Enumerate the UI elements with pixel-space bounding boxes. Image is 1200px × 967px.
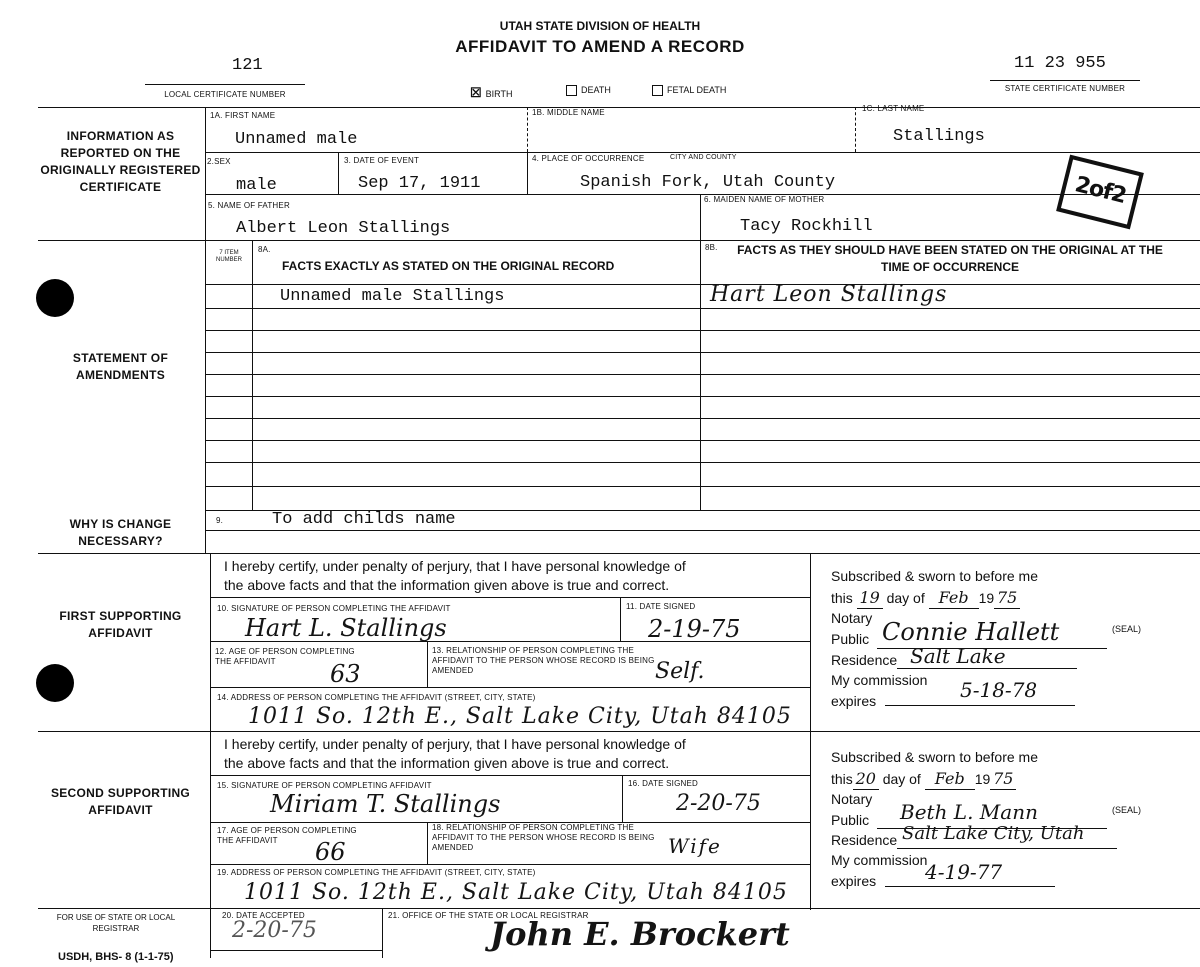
second-commission-label: My commission <box>831 852 928 868</box>
first-expires-label: expires <box>831 693 877 709</box>
first-address-value: 1011 So. 12th E., Salt Lake City, Utah 84105 <box>248 704 792 729</box>
punch-hole <box>36 279 74 317</box>
record-type-fetal-death[interactable]: FETAL DEATH <box>652 85 726 96</box>
record-type-birth[interactable]: ☒ BIRTH <box>470 85 513 100</box>
first-name-label: 1A. FIRST NAME <box>210 111 276 120</box>
first-signature-label: 10. SIGNATURE OF PERSON COMPLETING THE AFFIDAVIT <box>217 604 451 613</box>
second-signature-label: 15. SIGNATURE OF PERSON COMPLETING AFFIDAVIT <box>217 781 432 790</box>
date-of-event-label: 3. DATE OF EVENT <box>344 156 420 165</box>
punch-hole <box>36 664 74 702</box>
registrar-signature: John E. Brockert <box>490 915 790 953</box>
first-seal-label: (SEAL) <box>1112 624 1142 634</box>
item-number-label: 7 ITEM NUMBER <box>215 250 242 263</box>
first-name-value: Unnamed male <box>235 130 358 149</box>
first-relationship-value: Self. <box>655 659 705 684</box>
checkbox-icon <box>566 85 577 96</box>
first-notary-label: Notary <box>831 610 873 626</box>
first-affidavit-section-label: FIRST SUPPORTING AFFIDAVIT <box>59 609 182 640</box>
place-sublabel: CITY AND COUNTY <box>670 154 737 161</box>
local-cert-label: LOCAL CERTIFICATE NUMBER <box>164 90 286 99</box>
date-accepted-label: 20. DATE ACCEPTED <box>222 911 305 920</box>
first-relationship-label: 13. RELATIONSHIP OF PERSON COMPLETING THE AFFIDAVIT TO THE PERSON WHOSE RECORD IS BEING AMENDED <box>432 646 655 675</box>
first-date-label: 11. DATE SIGNED <box>626 602 696 611</box>
sex-value: male <box>236 176 277 195</box>
second-date-label: 16. DATE SIGNED <box>628 779 698 788</box>
corrected-fact-value: Hart Leon Stallings <box>710 282 948 307</box>
first-commission-label: My commission <box>831 672 928 688</box>
amendments-section-label: STATEMENT OF AMENDMENTS <box>72 351 169 382</box>
form-title: AFFIDAVIT TO AMEND A RECORD <box>455 37 745 56</box>
reason-number: 9. <box>216 516 224 525</box>
first-date-value: 2-19-75 <box>648 615 741 643</box>
first-residence-label: Residence <box>831 652 898 668</box>
col-b-label: FACTS AS THEY SHOULD HAVE BEEN STATED ON THE ORIGINAL AT THE TIME OF OCCURRENCE <box>737 243 1163 274</box>
reason-section-label: WHY IS CHANGE NECESSARY? <box>69 517 172 548</box>
reason-value: To add childs name <box>272 510 456 529</box>
sex-label: 2.SEX <box>207 157 231 166</box>
first-age-label: 12. AGE OF PERSON COMPLETING THE AFFIDAVIT <box>215 647 355 666</box>
second-residence-value: Salt Lake City, Utah <box>902 823 1085 844</box>
first-signature: Hart L. Stallings <box>245 614 447 642</box>
checkbox-icon <box>652 85 663 96</box>
registrar-office-label: 21. OFFICE OF THE STATE OR LOCAL REGISTRAR <box>388 911 589 920</box>
mother-value: Tacy Rockhill <box>740 217 873 236</box>
second-expires-label: expires <box>831 873 877 889</box>
second-relationship-label: 18. RELATIONSHIP OF PERSON COMPLETING THE AFFIDAVIT TO THE PERSON WHOSE RECORD IS BEING AMENDED <box>432 823 655 852</box>
first-notary-sworn: Subscribed & sworn to before me <box>831 568 1038 584</box>
record-type-death[interactable]: DEATH <box>566 85 611 96</box>
first-notary-date-line: this 19 day of Feb 19 75 <box>831 587 1020 609</box>
father-value: Albert Leon Stallings <box>236 219 451 238</box>
last-name-label: 1C. LAST NAME <box>862 104 925 113</box>
second-relationship-value: Wife <box>668 834 722 858</box>
second-notary-date-line: this 20 day of Feb 19 75 <box>831 768 1016 790</box>
second-public-label: Public <box>831 812 870 828</box>
father-label: 5. NAME OF FATHER <box>208 201 290 210</box>
second-residence-label: Residence <box>831 832 898 848</box>
checked-box-icon: ☒ <box>470 85 482 100</box>
mother-label: 6. MAIDEN NAME OF MOTHER <box>704 195 825 204</box>
first-public-signature: Connie Hallett <box>882 618 1060 646</box>
second-public-signature: Beth L. Mann <box>900 800 1038 824</box>
col-b-number: 8B. <box>705 243 718 252</box>
place-value: Spanish Fork, Utah County <box>580 173 836 192</box>
state-cert-label: STATE CERTIFICATE NUMBER <box>1004 84 1126 93</box>
date-of-event-value: Sep 17, 1911 <box>358 174 481 193</box>
first-public-label: Public <box>831 631 870 647</box>
second-certify-line2: the above facts and that the information given above is true and correct. <box>224 755 670 771</box>
second-notary-sworn: Subscribed & sworn to before me <box>831 749 1038 765</box>
col-a-number: 8A. <box>258 245 271 254</box>
page-count-stamp: 2of2 <box>1056 155 1144 230</box>
second-age-label: 17. AGE OF PERSON COMPLETING THE AFFIDAVIT <box>217 826 357 845</box>
second-affidavit-section-label: SECOND SUPPORTING AFFIDAVIT <box>50 786 191 817</box>
second-certify-line1: I hereby certify, under penalty of perjury, that I have personal knowledge of <box>224 736 686 752</box>
second-notary-label: Notary <box>831 791 873 807</box>
first-residence-value: Salt Lake <box>910 644 1006 668</box>
second-address-value: 1011 So. 12th E., Salt Lake City, Utah 84105 <box>244 880 788 905</box>
first-certify-line1: I hereby certify, under penalty of perjury, that I have personal knowledge of <box>224 558 686 574</box>
second-age-value: 66 <box>315 838 346 866</box>
second-address-label: 19. ADDRESS OF PERSON COMPLETING THE AFFIDAVIT (STREET, CITY, STATE) <box>217 868 536 877</box>
first-certify-line2: the above facts and that the information given above is true and correct. <box>224 577 670 593</box>
middle-name-label: 1B. MIDDLE NAME <box>532 108 605 117</box>
date-accepted-value: 2-20-75 <box>232 918 317 943</box>
form-id: USDH, BHS- 8 (1-1-75) <box>58 951 174 963</box>
local-cert-number: 121 <box>232 56 263 75</box>
second-expires-value: 4-19-77 <box>925 860 1003 884</box>
second-signature: Miriam T. Stallings <box>270 790 501 818</box>
place-label: 4. PLACE OF OCCURRENCE <box>532 154 645 163</box>
state-cert-number: 11 23 955 <box>1014 54 1106 73</box>
original-info-section-label: INFORMATION AS REPORTED ON THE ORIGINALLY REGISTERED CERTIFICATE <box>40 129 201 194</box>
agency-name: UTAH STATE DIVISION OF HEALTH <box>499 19 701 33</box>
first-expires-value: 5-18-78 <box>960 678 1038 702</box>
last-name-value: Stallings <box>893 127 985 146</box>
first-address-label: 14. ADDRESS OF PERSON COMPLETING THE AFFIDAVIT (STREET, CITY, STATE) <box>217 693 536 702</box>
original-fact-value: Unnamed male Stallings <box>280 287 505 306</box>
first-age-value: 63 <box>330 660 361 688</box>
second-date-value: 2-20-75 <box>676 791 761 816</box>
registrar-section-label: FOR USE OF STATE OR LOCAL REGISTRAR <box>56 913 176 933</box>
second-seal-label: (SEAL) <box>1112 805 1142 815</box>
col-a-label: FACTS EXACTLY AS STATED ON THE ORIGINAL RECORD <box>282 259 615 273</box>
